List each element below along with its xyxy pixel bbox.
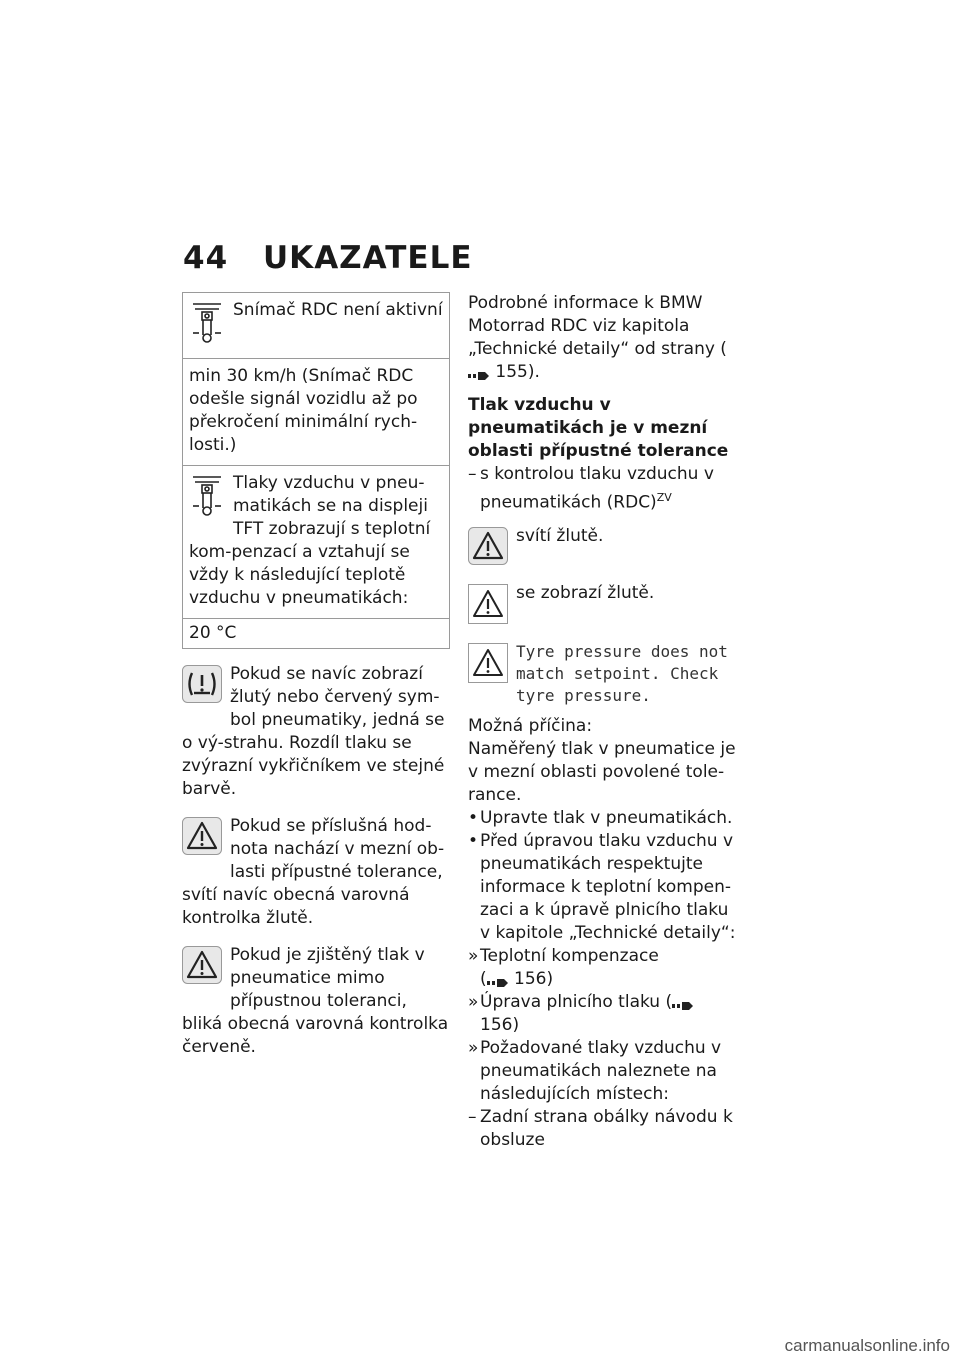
warning-triangle-icon	[468, 584, 508, 631]
optional-equipment-mark: ZV	[656, 491, 672, 504]
general-warning-icon	[182, 817, 222, 862]
dash-item-text: Zadní strana obálky návodu k obsluze	[480, 1106, 733, 1150]
right-column	[468, 292, 738, 1152]
rdc-info-paragraph: Podrobné informace k BMW Motorrad RDC viz kapitola „Technické detaily“ od strany ( 155).	[468, 293, 727, 382]
bullet-item-text: Před úpravou tlaku vzduchu v pneumatikách respektujte informace k teplotní kompen-zaci a k úpravě plnicího tlaku v kapitole „Technické detaily“:	[480, 830, 736, 943]
rdc-inactive-value-box	[182, 359, 450, 466]
dash-item-text: s kontrolou tlaku vzduchu v pneumatikách (RDC)	[480, 464, 714, 513]
pressure-temp-value-box	[182, 619, 450, 649]
tolerance-heading: Tlak vzduchu v pneumatikách je v mezní oblasti přípustné tolerance	[468, 395, 729, 461]
page-ref-arrow-icon	[487, 973, 509, 985]
chapter-title: UKAZATELE	[263, 240, 473, 276]
general-warning-icon	[468, 527, 508, 572]
dash-item: – Zadní strana obálky návodu k obsluze	[468, 1106, 733, 1150]
rdc-info-ref: 155).	[495, 362, 540, 382]
rdc-info-text: Podrobné informace k BMW Motorrad RDC viz kapitola „Technické detaily“ od strany	[468, 293, 715, 359]
cause-label: Možná příčina:	[468, 715, 593, 736]
tyre-pressure-sensor-icon	[189, 301, 225, 350]
display-message-row	[468, 641, 738, 707]
out-of-tolerance-paragraph	[182, 944, 450, 1059]
rdc-inactive-value: min 30 km/h (Snímač RDC odešle signál vozidlu až po překročení minimální rych-losti.)	[189, 366, 418, 455]
pressure-temp-label-cell	[183, 466, 449, 618]
rdc-inactive-label-cell	[183, 293, 449, 358]
bullet-item: • Upravte tlak v pneumatikách.	[468, 807, 733, 828]
display-message-text: Tyre pressure does not match setpoint. Check tyre pressure.	[516, 641, 728, 705]
tyre-warning-text: Pokud se navíc zobrazí žlutý nebo červený sym-bol pneumatiky, jedná se o vý-strahu. Rozdíl tlaku se zvýrazní vykřičníkem ve stejné barvě.	[182, 664, 445, 799]
warn-shown-row	[468, 582, 738, 631]
reference-item-page: 156)	[514, 968, 554, 989]
pressure-temp-label: Tlaky vzduchu v pneu-matikách se na displeji TFT zobrazují s teplotní kom-penzací a vztahují se vždy k následující teplotě vzduchu v pneumatikách:	[189, 473, 431, 608]
reference-item: » Úprava plnicího tlaku ( 156)	[468, 991, 738, 1037]
warn-shown-text: se zobrazí žlutě.	[516, 582, 655, 603]
bullet-item: • Před úpravou tlaku vzduchu v pneumatikách respektujte informace k teplotní kompen-zaci a k úpravě plnicího tlaku v kapitole „Technické detaily“:	[468, 830, 736, 943]
reference-item-text: Požadované tlaky vzduchu v pneumatikách naleznete na následujících místech:	[480, 1037, 722, 1104]
reference-item-page: 156)	[480, 1014, 520, 1035]
general-warning-icon	[182, 946, 222, 991]
reference-item: » Teplotní kompenzace ( 156)	[468, 945, 659, 989]
page-header	[183, 240, 473, 276]
tolerance-warning-paragraph	[182, 815, 450, 930]
rdc-inactive-label: Snímač RDC není aktivní	[233, 300, 443, 320]
tyre-warning-icon	[182, 665, 222, 710]
pressure-temp-value: 20 °C	[189, 623, 237, 643]
tyre-pressure-sensor-icon	[189, 474, 225, 523]
rdc-inactive-box	[182, 292, 450, 359]
reference-item: » Požadované tlaky vzduchu v pneumatikách naleznete na následujících místech:	[468, 1037, 722, 1104]
tolerance-warning-text: Pokud se příslušná hod-nota nachází v mezní ob-lasti přípustné tolerance, svítí navíc obecná varovná kontrolka žlutě.	[182, 816, 445, 928]
page-number: 44	[183, 240, 229, 276]
warn-lit-text: svítí žlutě.	[516, 525, 604, 546]
reference-item-text: Úprava plnicího tlaku (	[480, 991, 673, 1012]
out-of-tolerance-text: Pokud je zjištěný tlak v pneumatice mimo přípustnou toleranci, bliká obecná varovná kontrolka červeně.	[182, 945, 449, 1057]
watermark: carmanualsonline.info	[784, 1336, 950, 1355]
pressure-temp-box	[182, 466, 450, 619]
tyre-warning-paragraph	[182, 663, 450, 801]
dash-item: – s kontrolou tlaku vzduchu v pneumatikách (RDC)$^{ZV}$	[468, 464, 714, 513]
warn-lit-row	[468, 525, 738, 572]
cause-text: Naměřený tlak v pneumatice je v mezní oblasti povolené tole-rance.	[468, 738, 736, 805]
warning-triangle-icon	[468, 643, 508, 689]
page-ref-arrow-icon	[468, 366, 490, 378]
page-ref-arrow-icon	[672, 996, 694, 1008]
left-column	[182, 292, 450, 1059]
reference-item-text: Teplotní kompenzace	[480, 945, 659, 966]
bullet-item-text: Upravte tlak v pneumatikách.	[480, 807, 733, 828]
